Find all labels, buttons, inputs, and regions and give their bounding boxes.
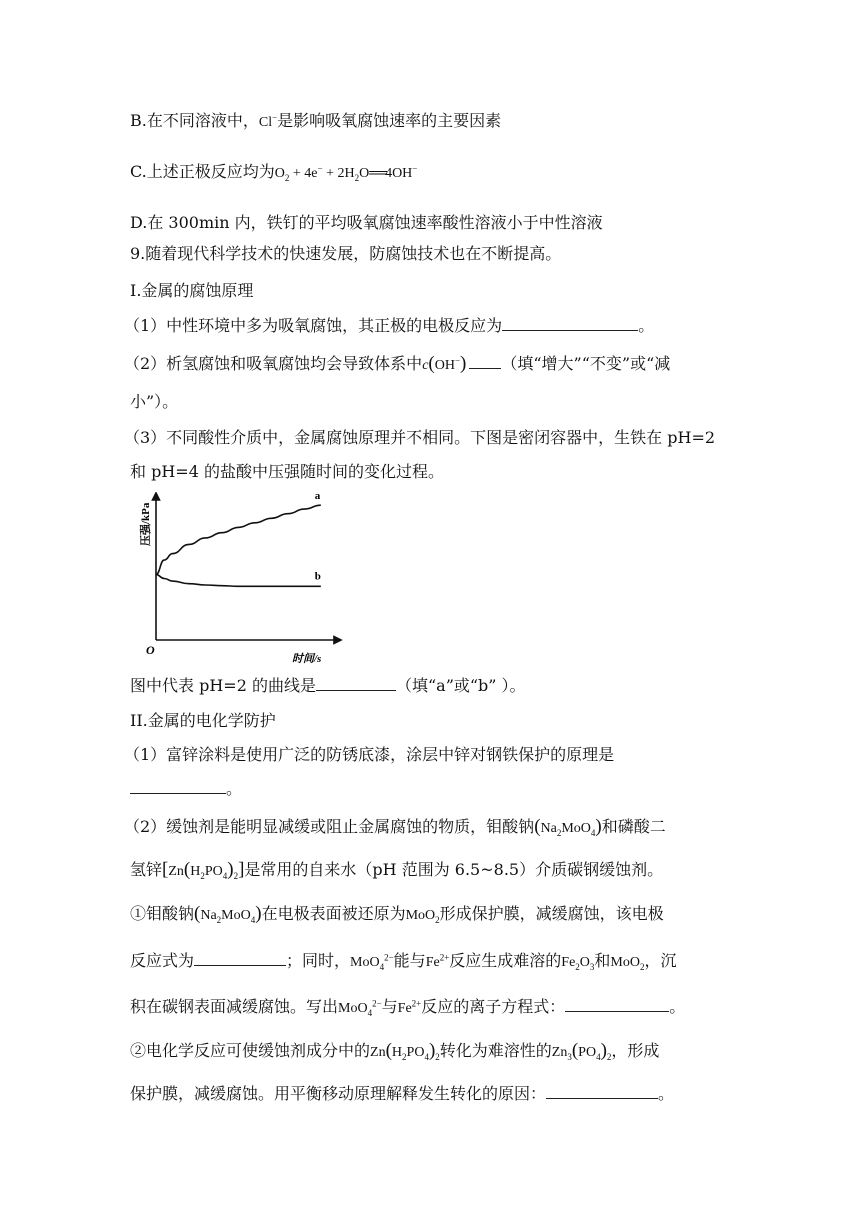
part-i-3-cont: 和 pH=4 的盐酸中压强随时间的变化过程。 [130, 462, 444, 481]
figure-question: 图中代表 pH=2 的曲线是 （填“a”或“b” ）。 [130, 676, 526, 695]
point-1: ①钼酸钠$(Na_2MoO_4)$在电极表面被还原为MoO$_2$形成保护膜，减缓腐蚀，该电极 [130, 903, 664, 925]
x-axis-label: 时间/s [292, 653, 322, 665]
part-ii-1-cont: 。 [130, 778, 242, 800]
sodium-molybdate-formula: $Na_2MoO_4$ [540, 821, 596, 838]
point-1-cont-2: 积在碳钢表面减缓腐蚀。写出MoO$_4^{2-}$与$Fe^{2+}$反应的离子方程式： 。 [130, 997, 686, 1018]
part-ii-2: （2）缓蚀剂是能明显减缓或阻止金属腐蚀的物质，钼酸钠$(Na_2MoO_4)$和磷酸二 [124, 816, 666, 838]
question-9: 9.随着现代科学技术的快速发展，防腐蚀技术也在不断提高。 [130, 244, 562, 263]
curve-b-label: b [314, 570, 321, 583]
part-i-2: （2）析氢腐蚀和吸氧腐蚀均会导致体系中c(OH−) （填“增大”“不变”或“减 [124, 353, 671, 374]
answer-blank[interactable] [469, 353, 501, 369]
answer-blank[interactable] [565, 996, 669, 1012]
answer-blank[interactable] [546, 1083, 658, 1099]
cathode-equation: $O_2 + 4e^-$ + $2H_2O══4OH^-$ [274, 163, 418, 183]
answer-blank[interactable] [130, 778, 226, 794]
pressure-time-chart [138, 492, 344, 666]
point-2: ②电化学反应可使缓蚀剂成分中的$Zn(H_2PO_4)_2$转化为难溶性的$Zn_3(PO_4)_2$，形成 [130, 1040, 660, 1062]
part-i-1: （1）中性环境中多为吸氧腐蚀，其正极的电极反应为 。 [124, 316, 655, 335]
answer-blank[interactable] [316, 675, 396, 691]
origin-label: O [146, 643, 155, 657]
part-i-2-cont: 小”）。 [130, 392, 179, 411]
part-ii-2-cont: 氢锌$[Zn(H_2PO_4)_2]$是常用的自来水（pH 范围为 6.5~8.5）介质碳钢缓蚀剂。 [130, 859, 664, 881]
y-axis-label: 压强/kPa [140, 502, 152, 546]
section-ii-title: II.金属的电化学防护 [130, 711, 276, 730]
curve-a [156, 505, 321, 574]
part-i-3: （3）不同酸性介质中，金属腐蚀原理并不相同。下图是密闭容器中，生铁在 pH=2 [124, 428, 716, 447]
curve-a-label: a [314, 492, 321, 503]
option-c [130, 161, 417, 185]
point-1-cont: 反应式为 ；同时，MoO$_4^{2-}$能与$Fe^{2+}$反应生成难溶的$Fe_2O_3$和MoO$_2$，沉 [130, 951, 677, 972]
option-d: D.在 300min 内，铁钉的平均吸氧腐蚀速率酸性溶液小于中性溶液 [130, 213, 603, 232]
zinc-dihydrogen-phosphate-formula: $Zn(H_2PO_4)_2$ [168, 859, 239, 881]
curve-b [156, 575, 321, 587]
section-i-title: I.金属的腐蚀原理 [130, 281, 254, 300]
chloride-ion: Cl− [258, 112, 278, 130]
point-2-cont: 保护膜，减缓腐蚀。用平衡移动原理解释发生转化的原因： 。 [130, 1084, 675, 1103]
answer-blank[interactable] [502, 315, 638, 331]
answer-blank[interactable] [194, 950, 286, 966]
option-b-text-end: 是影响吸氧腐蚀速率的主要因素 [277, 111, 502, 130]
option-b [130, 110, 501, 134]
option-c-text: C.上述正极反应均为 [130, 162, 275, 181]
part-ii-1: （1）富锌涂料是使用广泛的防锈底漆，涂层中锌对钢铁保护的原理是 [124, 745, 615, 764]
option-b-text: B.在不同溶液中， [130, 111, 259, 130]
